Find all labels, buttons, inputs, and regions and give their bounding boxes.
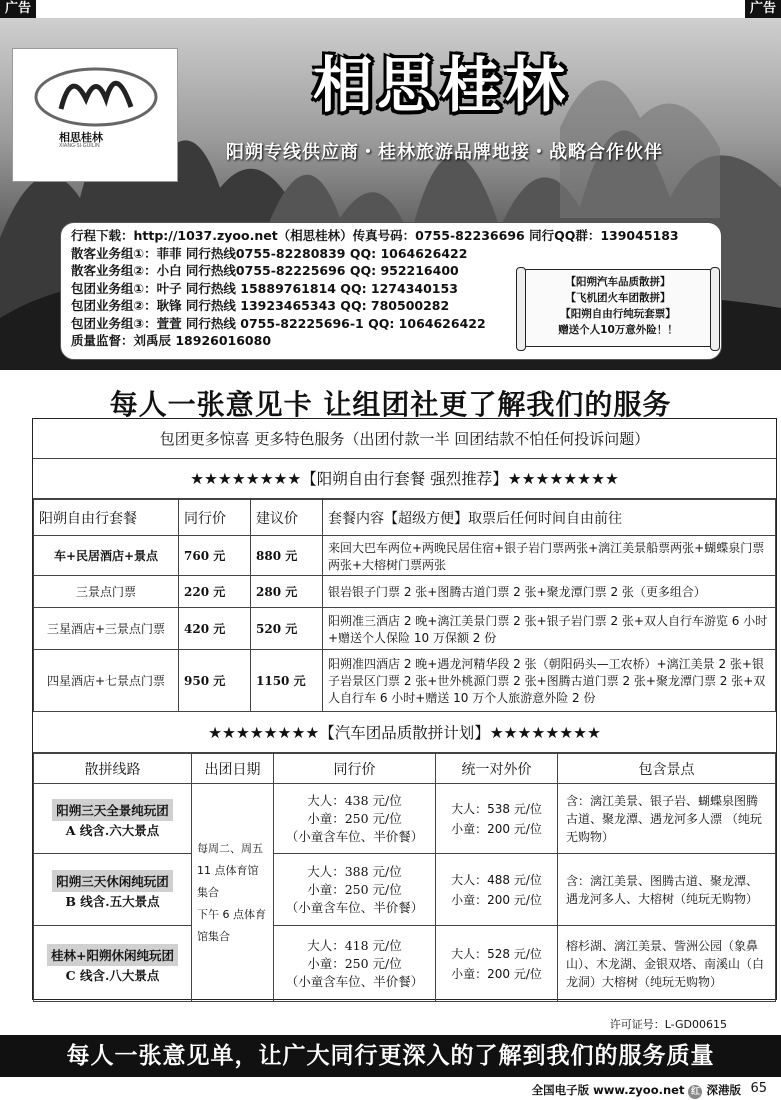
contact-panel (60, 222, 722, 360)
peer-price-cell (274, 784, 436, 854)
promo-line: 【阳朔自由行纯玩套票】 (560, 308, 676, 320)
spots-cell: 含：漓江美景、银子岩、蝴蝶泉图腾古道、聚龙潭、遇龙河多人漂 （纯玩无购物） (558, 784, 776, 854)
suggest-price: 880 元 (251, 536, 323, 576)
page-number: 65 (750, 1081, 767, 1096)
depart-cell (192, 784, 274, 1002)
brand-slogan: 阳朔专线供应商・桂林旅游品牌地接・战略合作伙伴 (226, 142, 663, 163)
depart-line: 每周二、周五 (197, 841, 263, 855)
peer-price: 950 元 (179, 650, 251, 712)
header-content: 套餐内容【超级方便】取票后任何时间自由前往 (323, 500, 776, 536)
contact-line: 质量监督：刘禹辰 18926016080 (71, 333, 272, 348)
contact-line: 行程下载：http://1037.zyoo.net（相思桂林）传真号码：0755-82236696 同行QQ群：139045183 (71, 228, 679, 243)
table-row (34, 576, 776, 608)
table-header-row (34, 754, 776, 784)
adult-price: 大人：438 元/位 (307, 792, 402, 808)
header-package: 阳朔自由行套餐 (34, 500, 179, 536)
route-line: A 线含.六大景点 (65, 822, 160, 838)
package-name: 车+民居酒店+景点 (34, 536, 179, 576)
hero-banner (0, 18, 781, 370)
license-number: 许可证号：L-GD00615 (609, 1018, 727, 1031)
header-peer-price: 同行价 (274, 754, 436, 784)
edition-badge-icon: 红 (688, 1085, 702, 1099)
ad-label-left: 广告 (0, 0, 36, 18)
public-price-cell (436, 926, 558, 1002)
banner-free-travel: ★★★★★★★★【阳朔自由行套餐 强烈推荐】★★★★★★★★ (33, 459, 776, 499)
adult-public-price: 大人：528 元/位 (451, 946, 542, 961)
promo-line: 【飞机团火车团散拼】 (565, 292, 671, 304)
peer-price-cell (274, 854, 436, 926)
peer-price-cell (274, 926, 436, 1002)
header-peer-price: 同行价 (179, 500, 251, 536)
suggest-price: 280 元 (251, 576, 323, 608)
logo (12, 48, 178, 182)
package-name: 三星酒店+三景点门票 (34, 608, 179, 650)
public-price-cell (436, 784, 558, 854)
table-row (34, 608, 776, 650)
package-content: 阳朔准三酒店 2 晚+漓江美景门票 2 张+银子岩门票 2 张+双人自行车游览 6 小时+赠送个人保险 10 万保额 2 份 (323, 608, 776, 650)
child-note: （小童含车位、半价餐） (285, 899, 424, 915)
child-price: 小童：250 元/位 (307, 955, 402, 971)
header-spots: 包含景点 (558, 754, 776, 784)
brand-title: 相思桂林 (313, 51, 569, 121)
header-route: 散拼线路 (34, 754, 192, 784)
route-cell (34, 926, 192, 1002)
child-public-price: 小童：200 元/位 (451, 821, 542, 836)
route-line: B 线含.五大景点 (65, 893, 160, 909)
promo-line: 【阳朔汽车品质散拼】 (565, 276, 671, 288)
table-row (34, 784, 776, 854)
route-line: C 线含.八大景点 (65, 967, 160, 983)
spots-cell: 榕杉湖、漓江美景、訾洲公园（象鼻山）、木龙湖、金银双塔、南溪山（白龙洞）大榕树（纯玩无购物） (558, 926, 776, 1002)
depart-line: 集合 (197, 885, 219, 899)
package-content: 银岩银子门票 2 张+图腾古道门票 2 张+聚龙潭门票 2 张（更多组合） (323, 576, 776, 608)
suggest-price: 520 元 (251, 608, 323, 650)
ad-label-right: 广告 (745, 0, 781, 18)
package-name: 三景点门票 (34, 576, 179, 608)
promo-scroll (523, 269, 713, 347)
header-public-price: 统一对外价 (436, 754, 558, 784)
route-name: 阳朔三天全景纯玩团 (52, 799, 173, 821)
child-price: 小童：250 元/位 (307, 881, 402, 897)
adult-price: 大人：418 元/位 (307, 937, 402, 953)
edition-suffix: 深港版 (706, 1083, 741, 1097)
route-name: 桂林+阳朔休闲纯玩团 (47, 944, 178, 966)
contact-line: 包团业务组②：耿锋 同行热线 13923465343 QQ: 780500282 (71, 298, 450, 313)
depart-line: 馆集合 (197, 929, 230, 943)
route-name: 阳朔三天休闲纯玩团 (52, 870, 173, 892)
table-row (34, 926, 776, 1002)
edition-info (532, 1082, 741, 1099)
suggest-price: 1150 元 (251, 650, 323, 712)
package-content: 来回大巴车两位+两晚民居住宿+银子岩门票两张+漓江美景船票两张+蝴蝶泉门票两张+大榕树门票两张 (323, 536, 776, 576)
bus-tour-table (33, 753, 776, 1002)
promo-line: 赠送个人10万意外险！！ (558, 324, 678, 336)
package-content: 阳朔准四酒店 2 晚+遇龙河精华段 2 张（朝阳码头—工农桥）+漓江美景 2 张+银子岩景区门票 2 张+世外桃源门票 2 张+图腾古道门票 2 张+聚龙潭门票 2 张+双人自行车 6 小时+赠送 10 万个人旅游意外险 2 份 (323, 650, 776, 712)
child-price: 小童：250 元/位 (307, 810, 402, 826)
route-cell (34, 854, 192, 926)
peer-price: 220 元 (179, 576, 251, 608)
public-price-cell (436, 854, 558, 926)
table-row (34, 854, 776, 926)
contact-line: 包团业务组③：萱萱 同行热线 0755-82225696-1 QQ: 1064626422 (71, 315, 486, 331)
child-public-price: 小童：200 元/位 (451, 892, 542, 907)
logo-text: 相思桂林 (59, 131, 103, 144)
headline: 每人一张意见卡 让组团社更了解我们的服务 (109, 388, 672, 421)
package-name: 四星酒店+七景点门票 (34, 650, 179, 712)
spots-cell: 含：漓江美景、图腾古道、聚龙潭、遇龙河多人、大榕树（纯玩无购物） (558, 854, 776, 926)
contact-line: 散客业务组②：小白 同行热线0755-82225696 QQ: 952216400 (71, 263, 459, 278)
peer-price: 760 元 (179, 536, 251, 576)
adult-public-price: 大人：488 元/位 (451, 872, 542, 887)
child-note: （小童含车位、半价餐） (285, 828, 424, 844)
logo-swirl-icon (31, 59, 161, 129)
edition-prefix: 全国电子版 www.zyoo.net (531, 1083, 685, 1097)
child-public-price: 小童：200 元/位 (451, 966, 542, 981)
depart-line: 下午 6 点体育 (197, 907, 266, 921)
peer-price: 420 元 (179, 608, 251, 650)
banner-bus-tour: ★★★★★★★★【汽车团品质散拼计划】★★★★★★★★ (33, 713, 776, 753)
adult-price: 大人：388 元/位 (307, 863, 402, 879)
header-date: 出团日期 (192, 754, 274, 784)
table-header-row (34, 500, 776, 536)
footer-slogan: 每人一张意见单，让广大同行更深入的了解到我们的服务质量 (0, 1035, 781, 1077)
adult-public-price: 大人：538 元/位 (451, 801, 542, 816)
contact-line: 散客业务组①：菲菲 同行热线0755-82280839 QQ: 1064626422 (71, 245, 468, 261)
table-row (34, 536, 776, 576)
free-travel-table (33, 499, 776, 712)
contact-line: 包团业务组①：叶子 同行热线 15889761814 QQ: 1274340153 (71, 280, 458, 296)
depart-line: 11 点体育馆 (197, 863, 259, 877)
child-note: （小童含车位、半价餐） (285, 973, 424, 989)
route-cell (34, 784, 192, 854)
header-suggest-price: 建议价 (251, 500, 323, 536)
service-note: 包团更多惊喜 更多特色服务（出团付款一半 回团结款不怕任何投诉问题） (33, 419, 776, 459)
logo-subtext: XIANG·SI·GUILIN (59, 143, 100, 149)
table-row (34, 650, 776, 712)
content-frame (32, 418, 777, 1000)
